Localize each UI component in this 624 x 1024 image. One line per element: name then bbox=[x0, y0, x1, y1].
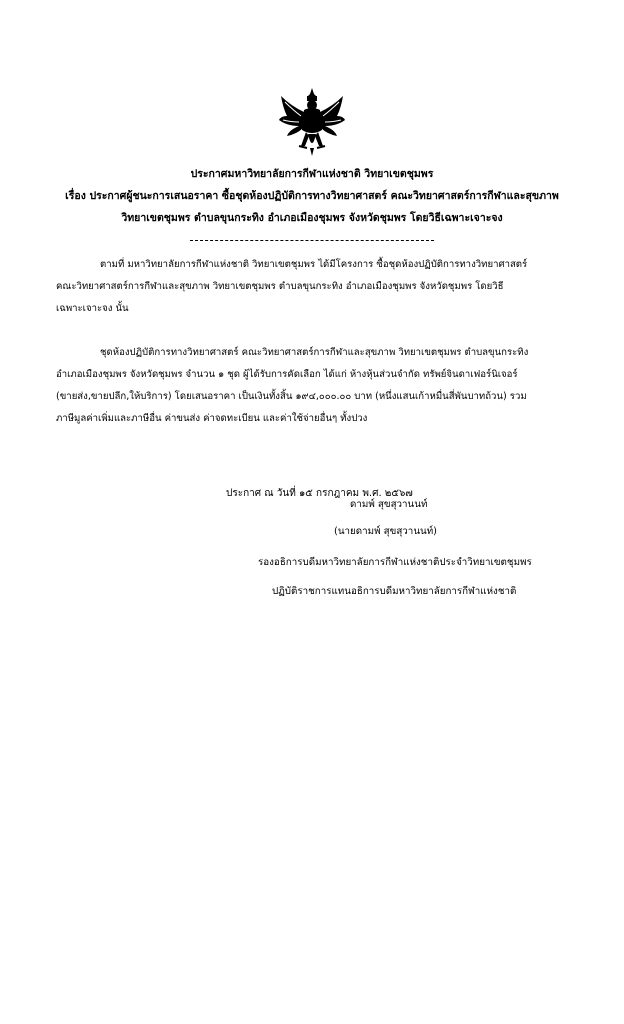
document-subject-continued: วิทยาเขตชุมพร ตำบลขุนกระทิง อำเภอเมืองชุมพร จังหวัดชุมพร โดยวิธีเฉพาะเจาะจง bbox=[121, 212, 503, 224]
paragraph-line: เฉพาะเจาะจง นั้น bbox=[56, 303, 129, 314]
document-title: ประกาศมหาวิทยาลัยการกีฬาแห่งชาติ วิทยาเขตชุมพร bbox=[190, 168, 434, 180]
paragraph-line: ภาษีมูลค่าเพิ่มและภาษีอื่น ค่าขนส่ง ค่าจดทะเบียน และค่าใช้จ่ายอื่นๆ ทั้งปวง bbox=[56, 413, 368, 424]
paragraph-background bbox=[56, 254, 570, 320]
paragraph-line: ชุดห้องปฏิบัติการทางวิทยาศาสตร์ คณะวิทยาศาสตร์การกีฬาและสุขภาพ วิทยาเขตชุมพร ตำบลขุนกระทิง bbox=[100, 347, 529, 358]
signatory-position: รองอธิการบดีมหาวิทยาลัยการกีฬาแห่งชาติประจำวิทยาเขตชุมพร bbox=[258, 557, 532, 568]
paragraph-line: อำเภอเมืองชุมพร จังหวัดชุมพร จำนวน ๑ ชุด ผู้ได้รับการคัดเลือก ได้แก่ ห้างหุ้นส่วนจำกัด ทรัพย์จินดาเฟอร์นิเจอร์ bbox=[56, 369, 518, 380]
paragraph-line: ตามที่ มหาวิทยาลัยการกีฬาแห่งชาติ วิทยาเขตชุมพร ได้มีโครงการ ซื้อชุดห้องปฏิบัติการทางวิทยาศาสตร์ bbox=[100, 259, 528, 270]
header-divider bbox=[190, 240, 434, 241]
garuda-emblem-icon bbox=[277, 86, 347, 158]
signatory-acting-position: ปฏิบัติราชการแทนอธิการบดีมหาวิทยาลัยการกีฬาแห่งชาติ bbox=[272, 586, 517, 597]
paragraph-line: (ขายส่ง,ขายปลีก,ให้บริการ) โดยเสนอราคา เป็นเงินทั้งสิ้น ๑๙๔,๐๐๐.๐๐ บาท (หนึ่งแสนเก้าหมื่นสี่พันบาทถ้วน) รวม bbox=[56, 391, 527, 402]
announcement-date: ประกาศ ณ วันที่ ๑๕ กรกฎาคม พ.ศ. ๒๕๖๗ bbox=[226, 488, 413, 499]
document-subject: เรื่อง ประกาศผู้ชนะการเสนอราคา ซื้อชุดห้องปฏิบัติการทางวิทยาศาสตร์ คณะวิทยาศาสตร์การกีฬาและสุขภาพ bbox=[65, 190, 559, 202]
signatory-full-name: (นายดามพ์ สุขสุวานนท์) bbox=[334, 526, 437, 537]
signature-name: ดามพ์ สุขสุวานนท์ bbox=[350, 499, 428, 510]
paragraph-line: คณะวิทยาศาสตร์การกีฬาและสุขภาพ วิทยาเขตชุมพร ตำบลขุนกระทิง อำเภอเมืองชุมพร จังหวัดชุมพร โดยวิธี bbox=[56, 281, 504, 292]
paragraph-award bbox=[56, 342, 570, 430]
